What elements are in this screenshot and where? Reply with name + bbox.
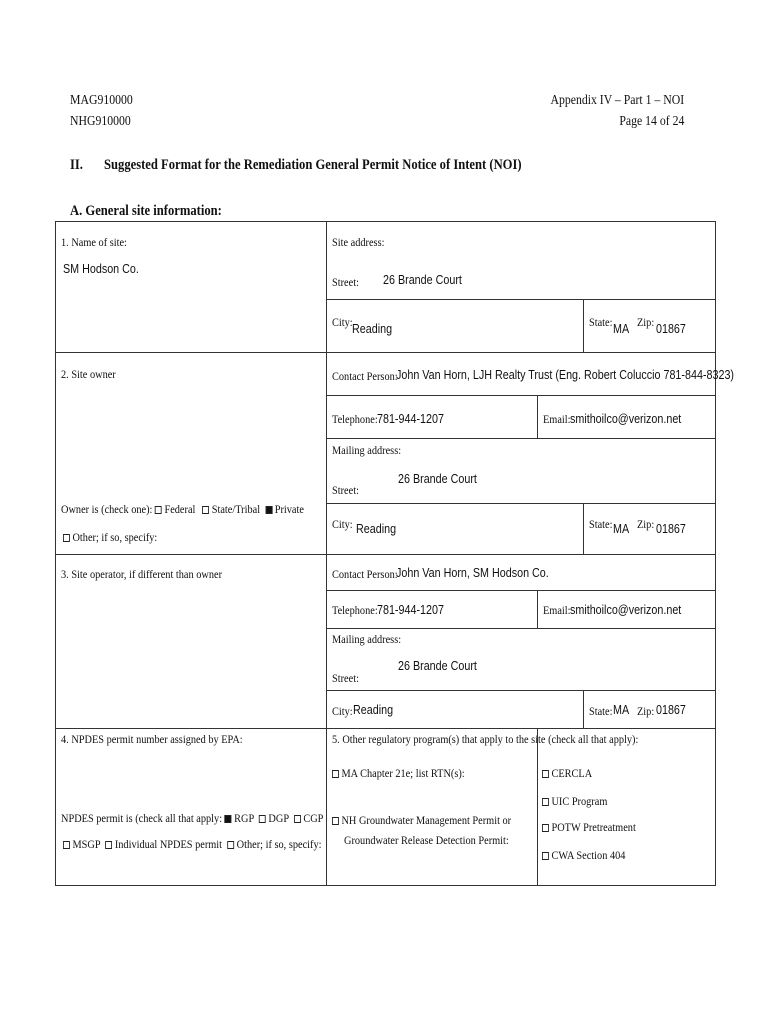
operator-zip-label: Zip: bbox=[637, 704, 655, 718]
uic-option bbox=[542, 794, 607, 809]
msgp-option-label: MSGP bbox=[72, 837, 101, 851]
owner-city-value[interactable]: Reading bbox=[356, 522, 397, 536]
operator-city-label: City: bbox=[332, 704, 353, 718]
permit-number-nh: NHG910000 bbox=[70, 114, 131, 129]
operator-street-label: Street: bbox=[332, 671, 359, 685]
owner-city-label: City: bbox=[332, 517, 353, 531]
owner-contact-value[interactable]: John Van Horn, LJH Realty Trust (Eng. Robert Coluccio 781-844-8323) bbox=[396, 368, 735, 382]
nh-permit-option bbox=[332, 813, 511, 828]
site-state-label: State: bbox=[589, 315, 613, 329]
private-option-label: Private bbox=[274, 502, 304, 516]
potw-checkbox[interactable] bbox=[542, 824, 549, 832]
other-programs-label: 5. Other regulatory program(s) that apply to the site (check all that apply): bbox=[332, 732, 639, 746]
npdes-type-label: NPDES permit is (check all that apply: bbox=[61, 811, 223, 825]
owner-email-value[interactable]: smithoilco@verizon.net bbox=[570, 412, 682, 426]
nh-permit-option-label: NH Groundwater Management Permit or bbox=[341, 813, 512, 827]
state-tribal-option-label: State/Tribal bbox=[211, 502, 261, 516]
cgp-checkbox[interactable] bbox=[294, 815, 301, 823]
msgp-checkbox[interactable] bbox=[63, 841, 70, 849]
operator-telephone-value[interactable]: 781-944-1207 bbox=[377, 603, 444, 617]
potw-option bbox=[542, 820, 636, 835]
operator-email-label: Email: bbox=[543, 603, 571, 617]
npdes-other-checkbox[interactable] bbox=[227, 841, 234, 849]
federal-checkbox[interactable] bbox=[155, 506, 162, 514]
uic-checkbox[interactable] bbox=[542, 798, 549, 806]
operator-email-value[interactable]: smithoilco@verizon.net bbox=[570, 603, 682, 617]
operator-city-value[interactable]: Reading bbox=[353, 703, 394, 717]
site-zip-label: Zip: bbox=[637, 315, 655, 329]
owner-state-value[interactable]: MA bbox=[613, 522, 630, 536]
site-owner-label: 2. Site owner bbox=[61, 367, 116, 381]
ma-chapter-option bbox=[332, 766, 465, 781]
owner-other-group bbox=[63, 530, 157, 545]
npdes-number-label: 4. NPDES permit number assigned by EPA: bbox=[61, 732, 243, 746]
site-city-label: City: bbox=[332, 315, 353, 329]
owner-other-option-label: Other; if so, specify: bbox=[72, 530, 158, 544]
appendix-label: Appendix IV – Part 1 – NOI bbox=[550, 93, 684, 108]
cercla-option bbox=[542, 766, 592, 781]
individual-permit-option-label: Individual NPDES permit bbox=[114, 837, 223, 851]
owner-street-label: Street: bbox=[332, 483, 359, 497]
operator-mailing-label: Mailing address: bbox=[332, 632, 402, 646]
cwa-option bbox=[542, 848, 625, 863]
owner-street-value[interactable]: 26 Brande Court bbox=[398, 472, 477, 486]
owner-telephone-label: Telephone: bbox=[332, 412, 378, 426]
operator-telephone-label: Telephone: bbox=[332, 603, 378, 617]
owner-zip-value[interactable]: 01867 bbox=[656, 522, 686, 536]
owner-state-label: State: bbox=[589, 517, 613, 531]
npdes-other-option-label: Other; if so, specify: bbox=[236, 837, 322, 851]
ma-chapter-option-label: MA Chapter 21e; list RTN(s): bbox=[341, 766, 465, 780]
individual-permit-checkbox[interactable] bbox=[105, 841, 112, 849]
state-tribal-checkbox[interactable] bbox=[202, 506, 209, 514]
site-city-value[interactable]: Reading bbox=[352, 322, 393, 336]
cwa-option-label: CWA Section 404 bbox=[551, 848, 626, 862]
potw-option-label: POTW Pretreatment bbox=[551, 820, 636, 834]
owner-type-label: Owner is (check one): bbox=[61, 502, 153, 516]
site-street-value[interactable]: 26 Brande Court bbox=[383, 273, 462, 287]
private-checkbox[interactable] bbox=[265, 506, 272, 514]
operator-contact-value[interactable]: John Van Horn, SM Hodson Co. bbox=[396, 566, 549, 580]
cwa-checkbox[interactable] bbox=[542, 852, 549, 860]
nh-permit-checkbox[interactable] bbox=[332, 817, 339, 825]
site-street-label: Street: bbox=[332, 275, 359, 289]
owner-contact-label: Contact Person: bbox=[332, 369, 398, 383]
federal-option-label: Federal bbox=[164, 502, 196, 516]
cgp-option-label: CGP bbox=[303, 811, 324, 825]
page-number: Page 14 of 24 bbox=[618, 114, 684, 129]
dgp-checkbox[interactable] bbox=[259, 815, 266, 823]
permit-number-ma: MAG910000 bbox=[70, 93, 133, 108]
subsection-title: A. General site information: bbox=[70, 203, 222, 219]
operator-zip-value[interactable]: 01867 bbox=[656, 703, 686, 717]
section-title: Suggested Format for the Remediation General Permit Notice of Intent (NOI) bbox=[104, 157, 522, 173]
site-zip-value[interactable]: 01867 bbox=[656, 322, 686, 336]
nh-permit-option-label-2: Groundwater Release Detection Permit: bbox=[344, 833, 509, 847]
site-state-value[interactable]: MA bbox=[613, 322, 630, 336]
owner-type-group bbox=[61, 502, 304, 517]
owner-telephone-value[interactable]: 781-944-1207 bbox=[377, 412, 444, 426]
rgp-option-label: RGP bbox=[234, 811, 254, 825]
npdes-type-group-2 bbox=[63, 837, 321, 852]
cercla-checkbox[interactable] bbox=[542, 770, 549, 778]
operator-state-label: State: bbox=[589, 704, 613, 718]
site-operator-label: 3. Site operator, if different than owner bbox=[61, 567, 223, 581]
dgp-option-label: DGP bbox=[268, 811, 289, 825]
operator-state-value[interactable]: MA bbox=[613, 703, 630, 717]
owner-other-checkbox[interactable] bbox=[63, 534, 70, 542]
site-name-value[interactable]: SM Hodson Co. bbox=[63, 262, 139, 276]
section-numeral: II. bbox=[70, 157, 83, 173]
cercla-option-label: CERCLA bbox=[551, 766, 593, 780]
rgp-checkbox[interactable] bbox=[225, 815, 232, 823]
owner-email-label: Email: bbox=[543, 412, 571, 426]
owner-zip-label: Zip: bbox=[637, 517, 655, 531]
site-name-label: 1. Name of site: bbox=[61, 235, 127, 249]
owner-mailing-label: Mailing address: bbox=[332, 443, 402, 457]
site-address-label: Site address: bbox=[332, 235, 385, 249]
operator-contact-label: Contact Person: bbox=[332, 567, 398, 581]
npdes-type-group bbox=[61, 811, 323, 826]
uic-option-label: UIC Program bbox=[551, 794, 608, 808]
operator-street-value[interactable]: 26 Brande Court bbox=[398, 659, 477, 673]
ma-chapter-checkbox[interactable] bbox=[332, 770, 339, 778]
